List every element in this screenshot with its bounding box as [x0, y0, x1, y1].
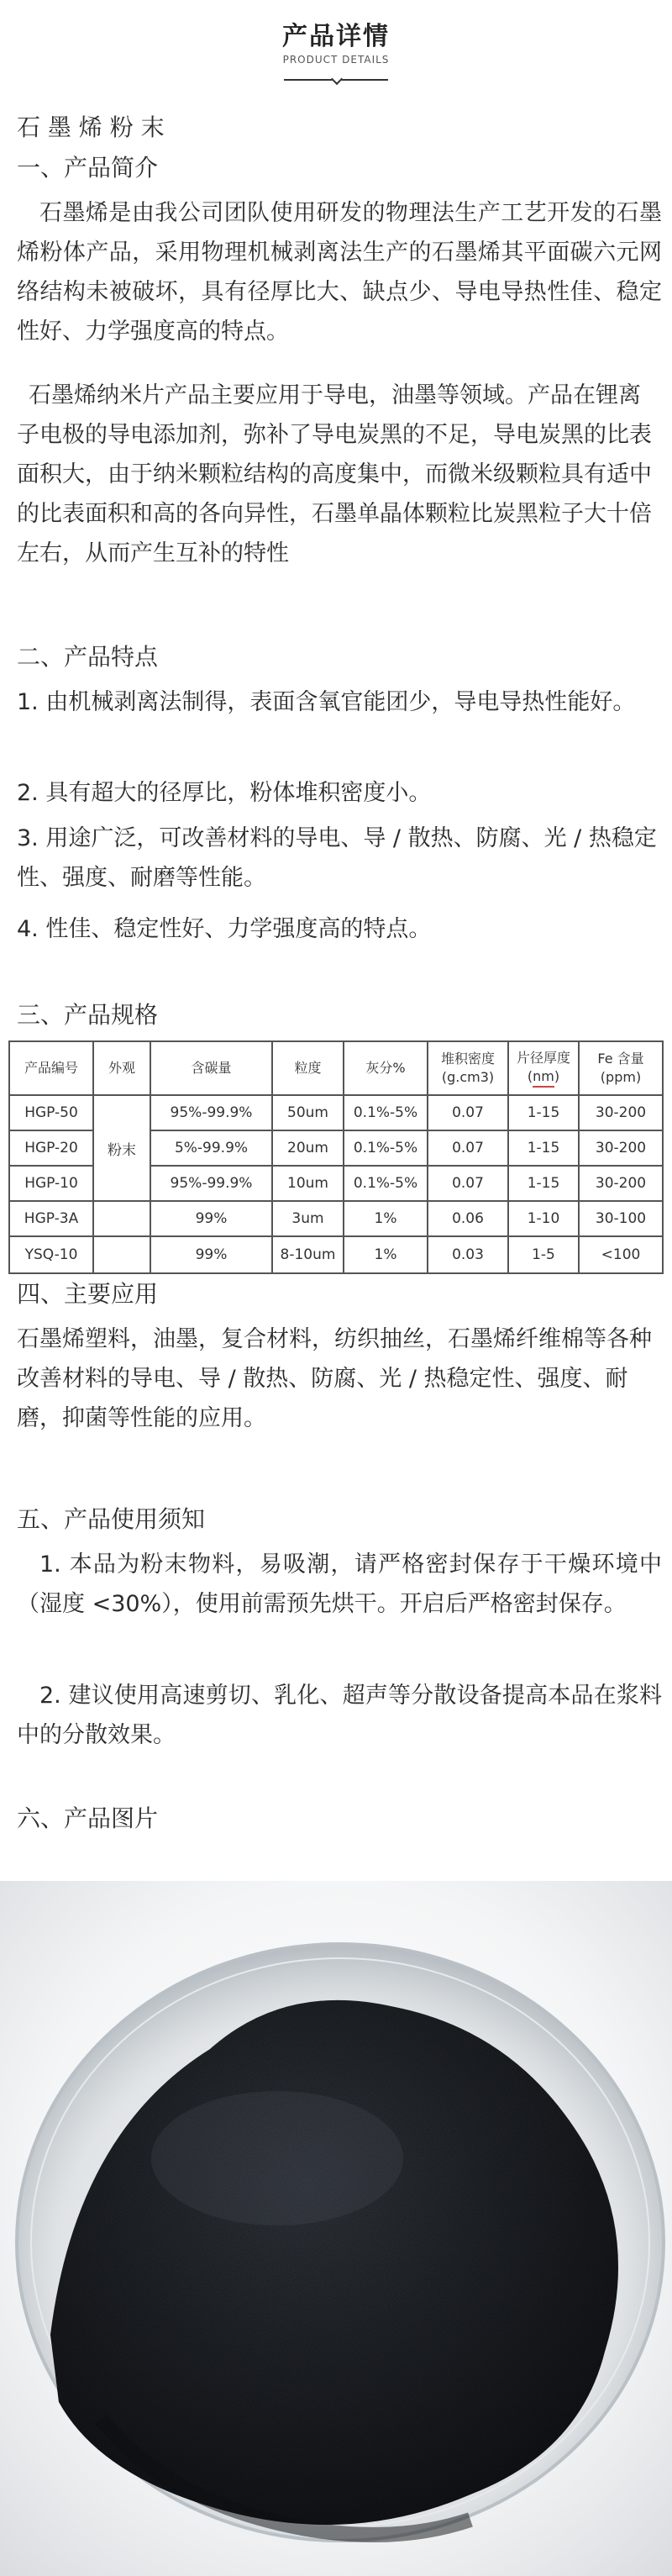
cell-thickness: 1-15: [508, 1130, 579, 1166]
header-fe-line2: (ppm): [600, 1069, 642, 1085]
cell-fe: <100: [579, 1236, 663, 1273]
header-thickness: 片径厚度 (nm): [508, 1041, 579, 1095]
page-title: 产品详情: [282, 22, 390, 51]
feature-item-4: 4. 性佳、稳定性好、力学强度高的特点。: [17, 916, 432, 942]
header-ash: 灰分%: [344, 1041, 428, 1095]
cell-carbon: 95%-99.9%: [150, 1166, 272, 1201]
product-photo: [0, 1881, 672, 2576]
features-heading: 二、产品特点: [17, 643, 159, 671]
header-appearance: 外观: [93, 1041, 150, 1095]
header-density: [428, 1041, 508, 1095]
header-carbon: 含碳量: [150, 1041, 272, 1095]
cell-size: 50um: [272, 1095, 344, 1130]
pictures-heading: 六、产品图片: [17, 1804, 159, 1832]
feature-item-2: 2. 具有超大的径厚比，粉体堆积密度小。: [17, 780, 432, 806]
cell-thickness: 1-15: [508, 1166, 579, 1201]
cell-fe: 30-100: [579, 1201, 663, 1236]
cell-ash: 0.1%-5%: [344, 1095, 428, 1130]
table-header-row: [9, 1041, 663, 1095]
cell-density: 0.03: [428, 1236, 508, 1273]
cell-carbon: 99%: [150, 1236, 272, 1273]
header-fe-line1: Fe 含量: [597, 1051, 644, 1067]
table-row: [9, 1095, 663, 1130]
header-density-line1: 堆积密度: [440, 1051, 495, 1067]
usage-paragraph-2: 2. 建议使用高速剪切、乳化、超声等分散设备提高本品在浆料中的分散效果。: [17, 1683, 662, 1748]
table-row: [9, 1201, 663, 1236]
header-thickness-line1: 片径厚度: [516, 1050, 570, 1066]
cell-density: 0.07: [428, 1166, 508, 1201]
table-row: [9, 1236, 663, 1273]
header-size: 粒度: [272, 1041, 344, 1095]
cell-code: HGP-10: [9, 1166, 93, 1201]
cell-size: 10um: [272, 1166, 344, 1201]
usage-heading: 五、产品使用须知: [17, 1505, 206, 1533]
cell-thickness: 1-5: [508, 1236, 579, 1273]
chevron-down-icon: [331, 73, 343, 85]
product-name: 石 墨 烯 粉 末: [17, 113, 165, 141]
spec-table: [8, 1040, 664, 1274]
page-subtitle: PRODUCT DETAILS: [282, 54, 390, 66]
page-header: [0, 0, 672, 84]
cell-size: 8-10um: [272, 1236, 344, 1273]
applications-text: 石墨烯塑料，油墨，复合材料，纺织抽丝，石墨烯纤维棉等各种改善材料的导电、导 / 散热、防腐、光 / 热稳定性、强度、耐磨，抑菌等性能的应用。: [17, 1326, 652, 1431]
cell-code: YSQ-10: [9, 1236, 93, 1273]
feature-item-3: 3. 用途广泛，可改善材料的导电、导 / 散热、防腐、光 / 热稳定性、强度、耐磨等性能。: [17, 825, 657, 891]
cell-size: 20um: [272, 1130, 344, 1166]
cell-ash: 1%: [344, 1236, 428, 1273]
feature-item-1: 1. 由机械剥离法制得，表面含氧官能团少，导电导热性能好。: [17, 689, 636, 715]
graphene-powder-illustration: [0, 1881, 672, 2576]
intro-paragraph-2: 石墨烯纳米片产品主要应用于导电，油墨等领域。产品在锂离子电极的导电添加剂，弥补了导电炭黑的不足，导电炭黑的比表面积大，由于纳米颗粒结构的高度集中，而微米级颗粒具有适中的比表面积和高的各向异性，石墨单晶体颗粒比炭黑粒子大十倍左右，从而产生互补的特性: [17, 382, 652, 566]
header-thickness-unit: nm: [533, 1067, 554, 1088]
cell-code: HGP-3A: [9, 1201, 93, 1236]
header-code: 产品编号: [9, 1041, 93, 1095]
cell-density: 0.07: [428, 1095, 508, 1130]
applications-heading: 四、主要应用: [17, 1280, 159, 1308]
cell-carbon: 95%-99.9%: [150, 1095, 272, 1130]
cell-size: 3um: [272, 1201, 344, 1236]
specs-heading: 三、产品规格: [17, 1001, 159, 1029]
cell-ash: 1%: [344, 1201, 428, 1236]
cell-ash: 0.1%-5%: [344, 1130, 428, 1166]
spec-table-container: [8, 1040, 662, 1266]
header-fe: [579, 1041, 663, 1095]
cell-appearance-empty: [93, 1201, 150, 1236]
cell-appearance-empty: [93, 1236, 150, 1273]
cell-appearance: 粉末: [93, 1095, 150, 1201]
cell-carbon: 5%-99.9%: [150, 1130, 272, 1166]
cell-fe: 30-200: [579, 1130, 663, 1166]
cell-fe: 30-200: [579, 1166, 663, 1201]
cell-thickness: 1-15: [508, 1095, 579, 1130]
header-density-line2: (g.cm3): [441, 1069, 495, 1085]
cell-density: 0.06: [428, 1201, 508, 1236]
cell-thickness: 1-10: [508, 1201, 579, 1236]
cell-fe: 30-200: [579, 1095, 663, 1130]
cell-ash: 0.1%-5%: [344, 1166, 428, 1201]
cell-density: 0.07: [428, 1130, 508, 1166]
cell-code: HGP-20: [9, 1130, 93, 1166]
intro-paragraph-1: 石墨烯是由我公司团队使用研发的物理法生产工艺开发的石墨烯粉体产品，采用物理机械剥离法生产的石墨烯其平面碳六元网络结构未被破坏，具有径厚比大、缺点少、导电导热性佳、稳定性好、力学强度高的特点。: [17, 200, 662, 345]
usage-paragraph-1: 1. 本品为粉末物料，易吸潮，请严格密封保存于干燥环境中（湿度 <30%），使用前需预先烘干。开启后严格密封保存。: [17, 1551, 662, 1617]
cell-code: HGP-50: [9, 1095, 93, 1130]
intro-heading: 一、产品简介: [17, 154, 159, 182]
cell-carbon: 99%: [150, 1201, 272, 1236]
